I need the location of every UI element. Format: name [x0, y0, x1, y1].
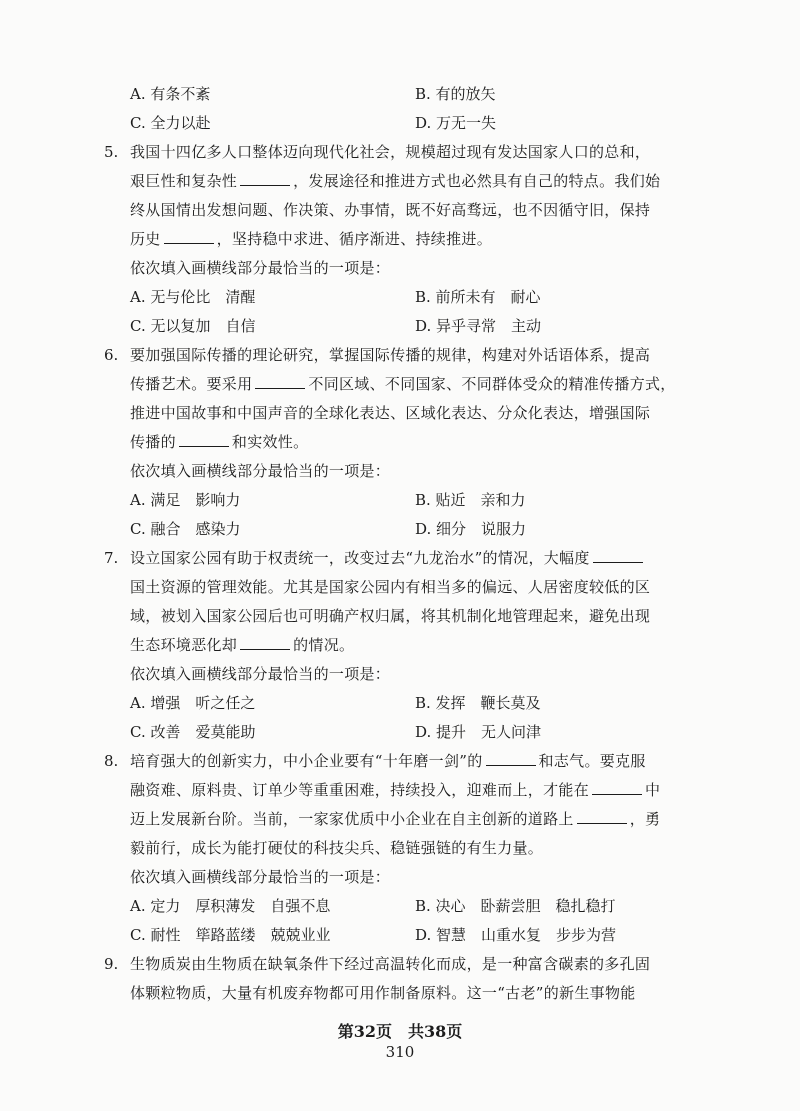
answer-blank [486, 751, 536, 766]
question-text: 历史 ，坚持稳中求进、循序渐进、持续推进。 [130, 230, 493, 248]
question-text: 生态环境恶化却 的情况。 [130, 636, 355, 654]
q7-option-b: B. 发挥 鞭长莫及 [415, 694, 541, 712]
answer-blank [240, 635, 290, 650]
q4-option-a: A. 有条不紊 [130, 85, 211, 103]
question-prompt: 依次填入画横线部分最恰当的一项是： [130, 868, 391, 886]
question-number: 9. [104, 955, 119, 973]
q8-option-c: C. 耐性 筚路蓝缕 兢兢业业 [130, 926, 331, 944]
q8-option-a: A. 定力 厚积薄发 自强不息 [130, 897, 331, 915]
question-prompt: 依次填入画横线部分最恰当的一项是： [130, 462, 391, 480]
q4-option-b: B. 有的放矢 [415, 85, 496, 103]
question-text: 毅前行，成长为能打硬仗的科技尖兵、稳链强链的有生力量。 [130, 839, 544, 857]
q8-option-d: D. 智慧 山重水复 步步为营 [415, 926, 617, 944]
q7-option-c: C. 改善 爱莫能助 [130, 723, 256, 741]
question-text: 传播艺术。要采用 不同区域、不同国家、不同群体受众的精准传播方式， [130, 375, 676, 393]
q4-option-c: C. 全力以赴 [130, 114, 211, 132]
q5-option-a: A. 无与伦比 清醒 [130, 288, 256, 306]
question-text: 要加强国际传播的理论研究，掌握国际传播的规律，构建对外话语体系，提高 [130, 346, 651, 364]
q4-option-d: D. 万无一失 [415, 114, 497, 132]
q6-option-b: B. 贴近 亲和力 [415, 491, 526, 509]
question-text: 终从国情出发想问题、作决策、办事情，既不好高骛远，也不因循守旧，保持 [130, 201, 651, 219]
question-text: 设立国家公园有助于权责统一，改变过去“九龙治水”的情况，大幅度 [130, 548, 646, 568]
q6-option-c: C. 融合 感染力 [130, 520, 241, 538]
question-prompt: 依次填入画横线部分最恰当的一项是： [130, 259, 391, 277]
q8-option-b: B. 决心 卧薪尝胆 稳扎稳打 [415, 897, 616, 915]
question-text: 我国十四亿多人口整体迈向现代化社会，规模超过现有发达国家人口的总和， [130, 143, 651, 161]
question-number: 6. [104, 346, 119, 364]
question-text: 艰巨性和复杂性 ，发展途径和推进方式也必然具有自己的特点。我们始 [130, 172, 661, 190]
q5-option-b: B. 前所未有 耐心 [415, 288, 541, 306]
answer-blank [255, 374, 305, 389]
q6-option-a: A. 满足 影响力 [130, 491, 241, 509]
answer-blank [240, 171, 290, 186]
question-text: 传播的 和实效性。 [130, 433, 309, 451]
answer-blank [179, 432, 229, 447]
question-text: 生物质炭由生物质在缺氧条件下经过高温转化而成，是一种富含碳素的多孔固 [130, 955, 651, 973]
answer-blank [164, 229, 214, 244]
question-text: 迈上发展新台阶。当前，一家家优质中小企业在自主创新的道路上 ，勇 [130, 810, 661, 828]
question-text: 体颗粒物质，大量有机废弃物都可用作制备原料。这一“古老”的新生事物能 [130, 984, 636, 1002]
question-number: 5. [104, 143, 119, 161]
question-text: 融资难、原料贵、订单少等重重困难，持续投入，迎难而上，才能在 中 [130, 781, 661, 799]
page-number: 310 [385, 1043, 415, 1061]
question-text: 国土资源的管理效能。尤其是国家公园内有相当多的偏远、人居密度较低的区 [130, 578, 651, 596]
question-number: 8. [104, 752, 119, 770]
question-prompt: 依次填入画横线部分最恰当的一项是： [130, 665, 391, 683]
q5-option-d: D. 异乎寻常 主动 [415, 317, 542, 335]
question-text: 域，被划入国家公园后也可明确产权归属，将其机制化地管理起来，避免出现 [130, 607, 651, 625]
page-footer-label: 第32页 共38页 [337, 1022, 463, 1041]
answer-blank [593, 548, 643, 563]
q5-option-c: C. 无以复加 自信 [130, 317, 256, 335]
question-text: 培育强大的创新实力，中小企业要有“十年磨一剑”的 和志气。要克服 [130, 752, 646, 770]
q7-option-d: D. 提升 无人问津 [415, 723, 542, 741]
q6-option-d: D. 细分 说服力 [415, 520, 527, 538]
answer-blank [592, 780, 642, 795]
q7-option-a: A. 增强 听之任之 [130, 694, 256, 712]
question-number: 7. [104, 549, 119, 567]
question-text: 推进中国故事和中国声音的全球化表达、区域化表达、分众化表达，增强国际 [130, 404, 651, 422]
answer-blank [577, 809, 627, 824]
